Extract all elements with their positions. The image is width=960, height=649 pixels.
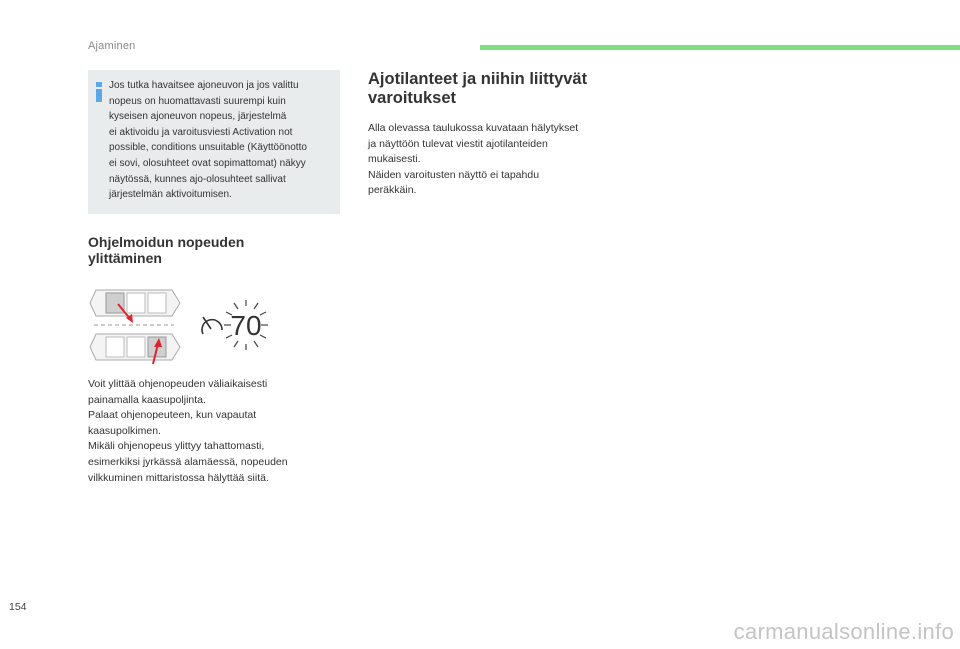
- cruise-control-stalk-icon: [90, 290, 180, 323]
- cruise-control-illustration: [88, 282, 308, 366]
- info-icon: [92, 82, 106, 102]
- body-text-speed-exceed: Voit ylittää ohjenopeuden väliaikaisesti painamalla kaasupoljinta. Palaat ohjenopeuteen, kun vapautat kaasupolkimen. Mikäli ohjenopeus ylittyy tahattomasti, esimerkiksi jyrkässä alamäessä, nopeuden vilkkuminen mittaristossa hälyttää siitä.: [88, 378, 288, 484]
- section-heading-driving-situations: Ajotilanteet ja niihin liittyvät varoitukset: [368, 70, 588, 107]
- page-number: 154: [9, 601, 27, 613]
- speedometer-icon: [202, 317, 222, 334]
- body-text-driving-situations: Alla olevassa taulukossa kuvataan hälytykset ja näyttöön tulevat viestit ajotilanteiden mukaisesti. Näiden varoitusten näyttö ei tapahdu peräkkäin.: [368, 122, 579, 197]
- section-heading-speed-exceed: Ohjelmoidun nopeuden ylittäminen: [88, 234, 245, 266]
- info-box-text: Jos tutka havaitsee ajoneuvon ja jos valittu nopeus on huomattavasti suurempi kuin kyseisen ajoneuvon nopeus, järjestelmä ei aktivoidu ja varoitusviesti Activation not possible, conditions unsuitable (Käyttöönotto ei sovi, olosuhteet ovat sopimattomat) näkyy näytössä, kunnes ajo-olosuhteet sallivat järjestelmän aktivoitumisen.: [109, 80, 307, 201]
- watermark: carmanualsonline.info: [733, 619, 954, 644]
- header-accent-bar: [480, 45, 960, 50]
- section-title: Ajaminen: [88, 40, 136, 52]
- cruise-control-stalk-lower-icon: [90, 334, 180, 364]
- speed-value: 70: [230, 310, 262, 341]
